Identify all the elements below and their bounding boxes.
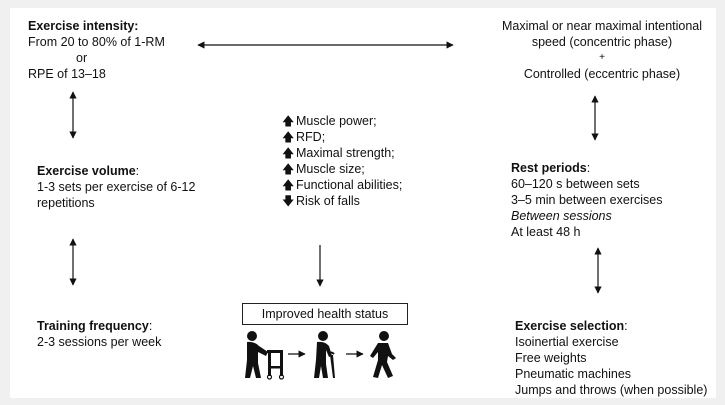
arrow-up-icon: 🡅: [282, 130, 295, 144]
effect-label: RFD;: [296, 130, 326, 144]
effect-label: Muscle power;: [296, 114, 377, 128]
effect-label: Functional abilities;: [296, 178, 403, 192]
rest-periods-title: Rest periods: [511, 161, 587, 175]
arrow-up-icon: 🡅: [282, 114, 295, 128]
speed-line-1: Maximal or near maximal intentional: [501, 19, 703, 33]
volume-line-1: 1-3 sets per exercise of 6-12: [37, 180, 196, 194]
speed-line-2: speed (concentric phase): [531, 35, 673, 49]
speed-line-3: Controlled (eccentric phase): [523, 67, 681, 81]
selection-item: Jumps and throws (when possible): [515, 383, 708, 397]
exercise-selection-colon: :: [624, 319, 628, 333]
intensity-rm-text: From 20 to 80% of 1-RM: [28, 35, 165, 49]
rest-line-1: 60–120 s between sets: [511, 177, 640, 191]
effect-label: Maximal strength;: [296, 146, 395, 160]
selection-item: Isoinertial exercise: [515, 335, 619, 349]
rest-periods-colon: :: [586, 161, 591, 175]
arrow-down-icon: 🡇: [282, 194, 295, 208]
effect-label: Muscle size;: [296, 162, 365, 176]
selection-item: Free weights: [515, 351, 587, 365]
cane-person-icon: [310, 330, 344, 380]
rest-line-3: Between sessions: [511, 209, 612, 223]
diagram-panel: [10, 8, 716, 398]
connector-arrows: [10, 8, 716, 398]
walking-person-icon: [366, 330, 400, 380]
training-frequency-title: Training frequency: [37, 319, 149, 333]
intensity-rpe-text: RPE of 13–18: [28, 67, 106, 81]
exercise-volume-title: Exercise volume: [37, 164, 136, 178]
volume-line-2: repetitions: [37, 196, 95, 210]
rest-line-2: 3–5 min between exercises: [511, 193, 663, 207]
speed-plus: +: [599, 52, 605, 63]
selection-item: Pneumatic machines: [515, 367, 632, 381]
exercise-intensity-title: Exercise intensity:: [28, 19, 139, 33]
rest-line-4: At least 48 h: [511, 225, 581, 239]
intensity-or-text: or: [76, 51, 88, 65]
arrow-up-icon: 🡅: [282, 162, 295, 176]
frequency-line-1: 2-3 sessions per week: [37, 335, 162, 349]
exercise-volume-colon: :: [135, 164, 140, 178]
arrow-up-icon: 🡅: [282, 146, 295, 160]
improved-health-status-box: Improved health status: [242, 303, 408, 325]
exercise-selection-title: Exercise selection: [515, 319, 625, 333]
effect-label: Risk of falls: [296, 194, 360, 208]
training-frequency-colon: :: [148, 319, 153, 333]
arrow-up-icon: 🡅: [282, 178, 295, 192]
walker-person-icon: [242, 330, 286, 380]
